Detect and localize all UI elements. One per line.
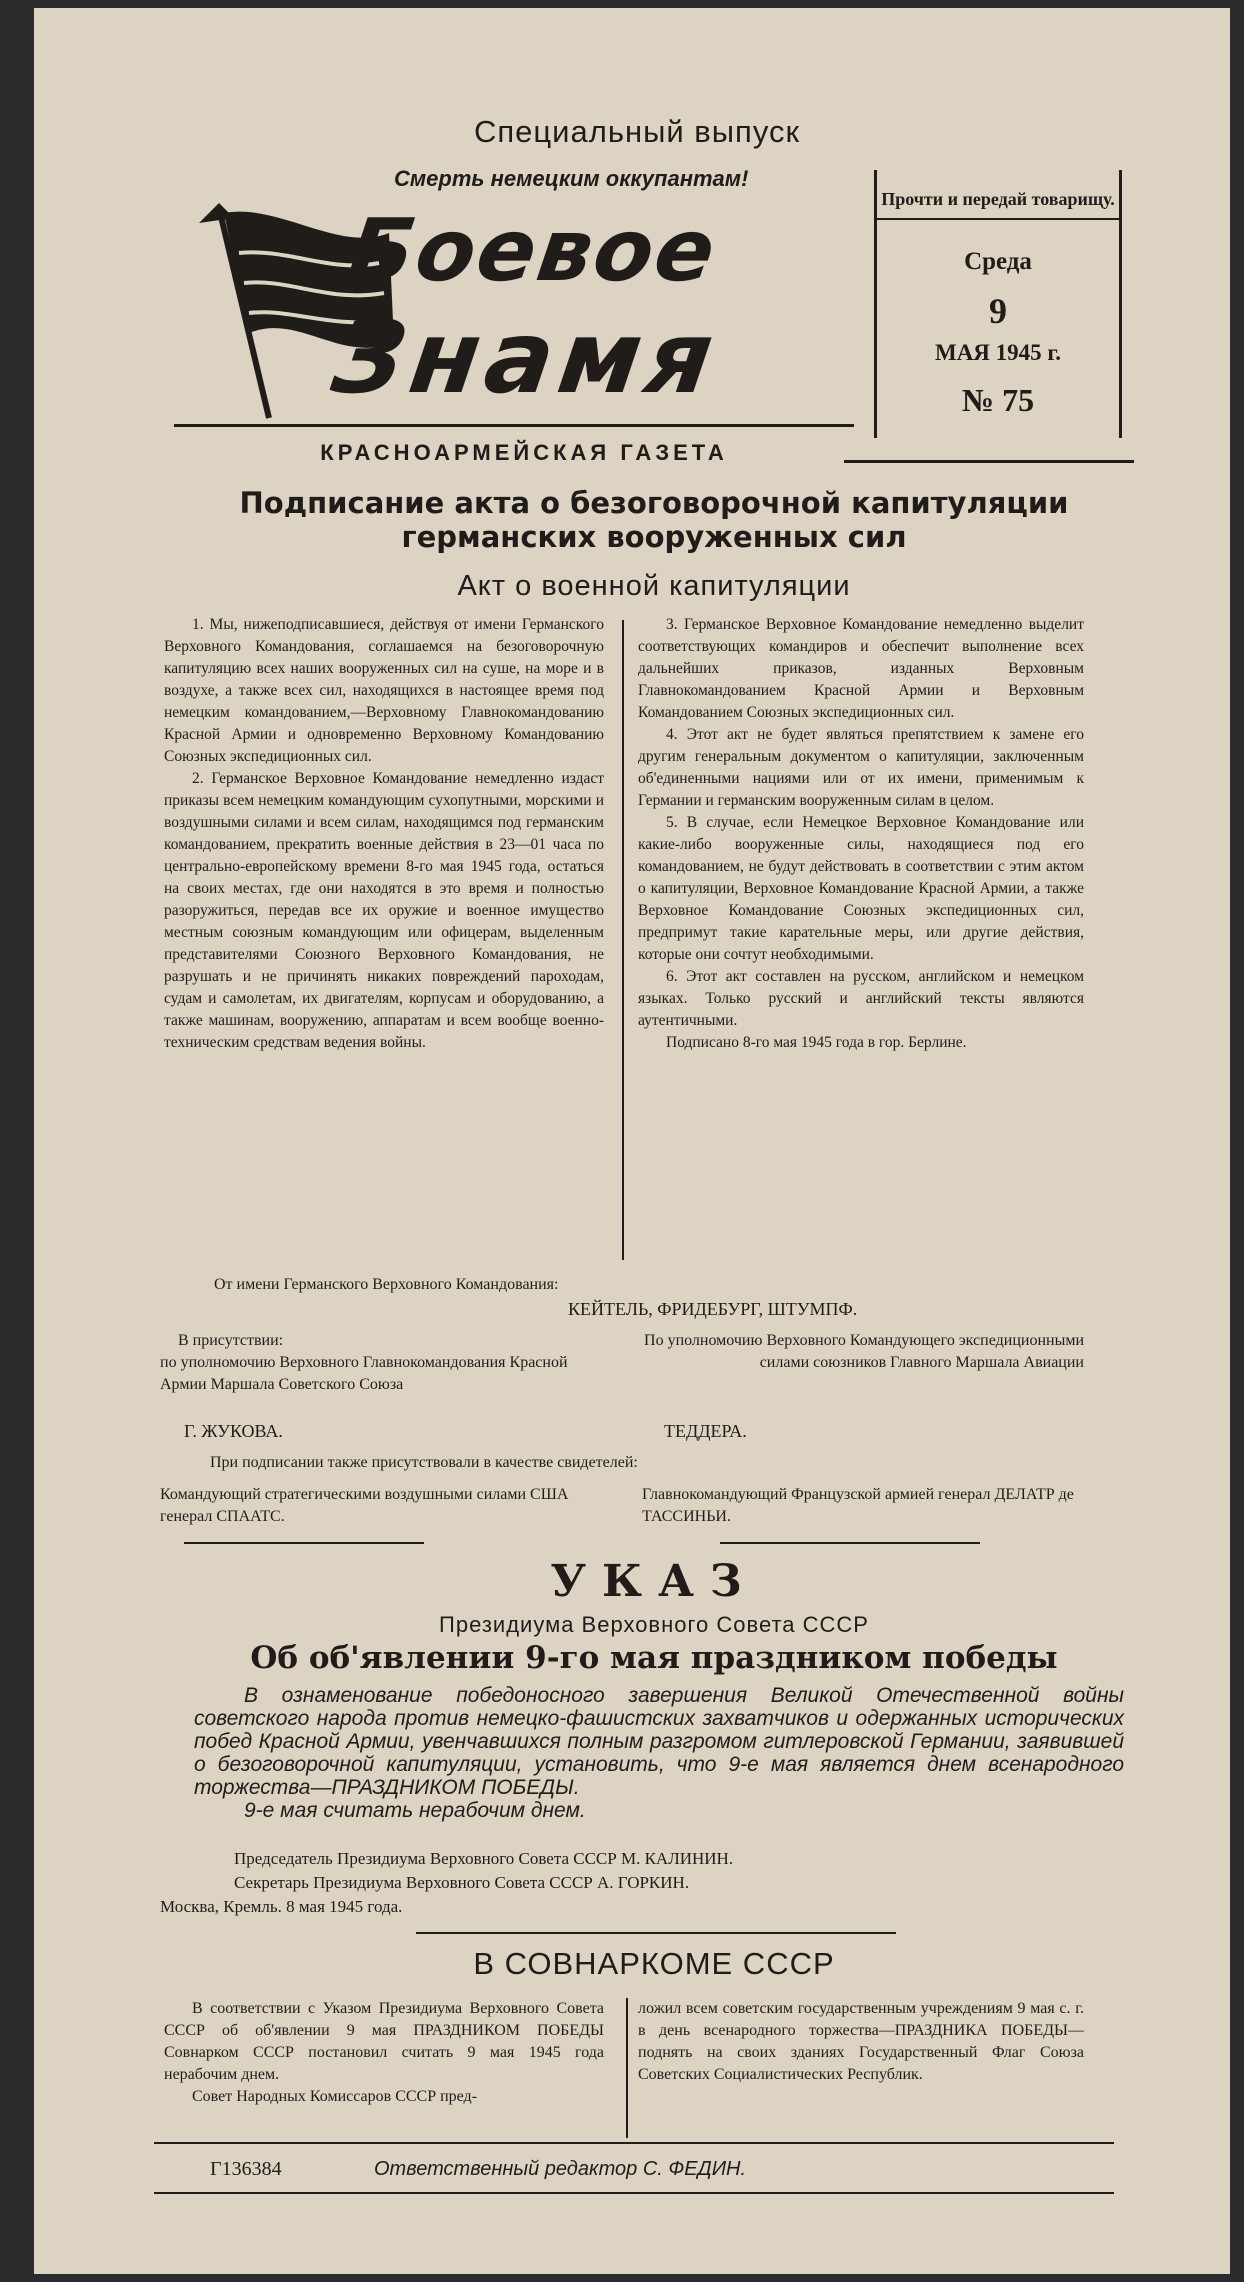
decree-non-working: 9-е мая считать нерабочим днем. bbox=[244, 1799, 586, 1822]
newspaper-page bbox=[34, 8, 1230, 2274]
issue-weekday: Среда bbox=[964, 248, 1032, 275]
issue-day: 9 bbox=[989, 291, 1007, 331]
special-issue-label: Специальный выпуск bbox=[474, 114, 801, 149]
decree-rule-right bbox=[720, 1542, 980, 1544]
act-clause-6: 6. Этот акт составлен на русском, английском и немецком языках. Только русский и английский тексты являются аутентичными. bbox=[638, 968, 1084, 1029]
act-clause-3: 3. Германское Верховное Командование немедленно выделит соответствующих командиров и обеспечит выполнение всех дальнейших приказов, изданных Верховным Главнокомандованием Красной Армии и Верховным Командованием Союзных экспедиционных сил. bbox=[638, 616, 1084, 721]
headline-line1: Подписание акта о безоговорочной капитуляции bbox=[239, 486, 1069, 520]
headline-line2: германских вооруженных сил bbox=[401, 520, 907, 554]
decree-place-date: Москва, Кремль. 8 мая 1945 года. bbox=[160, 1897, 403, 1916]
soviet-side-text: по уполномочию Верховного Главнокомандования Красной Армии Маршала Советского Союза bbox=[160, 1354, 568, 1393]
newspaper-subtitle: КРАСНОАРМЕЙСКАЯ ГАЗЕТА bbox=[320, 440, 728, 465]
act-clause-1: 1. Мы, нижеподписавшиеся, действуя от имени Германского Верховного Командования, соглашаемся на безоговорочную капитуляцию всех наших вооруженных сил на суше, на море и в воздухе, а также всех сил, находящихся в настоящее время под немецким командованием,—Верховному Главнокомандованию Красной Армии и одновременно Верховному Командованию Союзных экспедиционных сил. bbox=[164, 616, 604, 765]
witnesses-label: При подписании также присутствовали в качестве свидетелей: bbox=[210, 1454, 638, 1471]
sovnarkom-left-text2: Совет Народных Комиссаров СССР пред- bbox=[192, 2088, 478, 2105]
allied-signer: ТЕДДЕРА. bbox=[664, 1421, 747, 1441]
issue-number: № 75 bbox=[961, 382, 1035, 418]
issue-month-year: МАЯ 1945 г. bbox=[934, 340, 1062, 365]
slogan: Смерть немецким оккупантам! bbox=[394, 166, 749, 191]
decree-text: В ознаменование победоносного завершения Великой Отечественной войны советского народа против немецко-фашистских захватчиков и одержанных исторических побед Красной Армии, увенчавшихся полным разгромом гитлеровской Германии, заявившей о безоговорочной капитуляции, установить, что 9-е мая является днем всенародного торжества—ПРАЗДНИКОМ ПОБЕДЫ. bbox=[194, 1684, 1124, 1799]
newspaper-title-line2: Знамя bbox=[325, 299, 726, 416]
sovnarkom-divider bbox=[626, 1998, 628, 2138]
newspaper-title-line1: Боевое bbox=[341, 201, 723, 301]
sovnarkom-title: В СОВНАРКОМЕ СССР bbox=[473, 1946, 835, 1981]
issue-info-box bbox=[874, 170, 1122, 438]
sovnarkom-left-column bbox=[164, 1998, 604, 2108]
witness-us: Командующий стратегическими воздушными силами США генерал СПААТС. bbox=[160, 1486, 569, 1525]
sovnarkom-right-text: ложил всем советским государственным учреждениям 9 мая с. г. в день всенародного торжества—ПРАЗДНИКА ПОБЕДЫ—поднять на своих зданиях Государственный Флаг Союза Советских Социалистических Республик. bbox=[638, 2000, 1084, 2083]
sovnarkom-left-text: В соответствии с Указом Президиума Верховного Совета СССР об об'явлении 9 мая ПРАЗДНИКОМ ПОБЕДЫ Совнарком СССР постановил считать 9 мая 1945 года нерабочим днем. bbox=[164, 2000, 604, 2083]
act-title: Акт о военной капитуляции bbox=[457, 570, 851, 602]
box-bottom-rule bbox=[844, 460, 1134, 463]
footer-rule-top bbox=[154, 2142, 1114, 2144]
decree-body bbox=[194, 1684, 1124, 1822]
presence-label: В присутствии: bbox=[178, 1332, 284, 1349]
act-signed-place: Подписано 8-го мая 1945 года в гор. Берлине. bbox=[666, 1034, 967, 1051]
decree-secretary: Секретарь Президиума Верховного Совета СССР А. ГОРКИН. bbox=[234, 1873, 690, 1892]
decree-chair: Председатель Президиума Верховного Совета СССР М. КАЛИНИН. bbox=[234, 1849, 734, 1868]
act-clause-5: 5. В случае, если Немецкое Верховное Командование или какие-либо вооруженные силы, находящиеся под его командованием, не будут действовать в соответствии с этим актом о капитуляции, Верховное Командование Красной Армии, а также Верховное Командование Союзных экспедиционных сил, предпримут такие карательные меры, или другие действия, которые они сочтут необходимыми. bbox=[638, 814, 1084, 963]
editor-line: Ответственный редактор С. ФЕДИН. bbox=[374, 2158, 747, 2180]
decree-issuer: Президиума Верховного Совета СССР bbox=[439, 1612, 869, 1637]
allied-side-text: По уполномочию Верховного Командующего экспедиционными силами союзников Главного Маршала Авиации bbox=[644, 1332, 1084, 1371]
act-right-column bbox=[638, 614, 1084, 1054]
masthead-rule bbox=[174, 424, 854, 427]
signed-for-label: От имени Германского Верховного Командования: bbox=[214, 1276, 559, 1293]
act-clause-4: 4. Этот акт не будет являться препятствием к замене его другим генеральным документом о капитуляции, заключенным об'единенными нациями или от их имени, применимым к Германии и германским вооруженным силам в целом. bbox=[638, 726, 1084, 809]
decree-rule-left bbox=[184, 1542, 424, 1544]
print-code: Г136384 bbox=[210, 2158, 282, 2180]
decree-title: УКАЗ bbox=[550, 1556, 758, 1607]
sovnarkom-right-column bbox=[638, 1998, 1084, 2086]
decree-subject: Об об'явлении 9-го мая праздником победы bbox=[250, 1640, 1058, 1676]
act-left-column bbox=[164, 614, 604, 1054]
footer-rule-bottom bbox=[154, 2192, 1114, 2194]
main-headline bbox=[184, 486, 1124, 554]
soviet-signer: Г. ЖУКОВА. bbox=[184, 1421, 283, 1441]
witness-fr: Главнокомандующий Французской армией генерал ДЕЛАТР де ТАССИНЬИ. bbox=[642, 1486, 1074, 1525]
sovnarkom-rule bbox=[416, 1932, 896, 1934]
german-signers: КЕЙТЕЛЬ, ФРИДЕБУРГ, ШТУМПФ. bbox=[568, 1299, 858, 1319]
column-divider bbox=[622, 620, 624, 1260]
act-clause-2: 2. Германское Верховное Командование немедленно издаст приказы всем немецким командующим сухопутными, морскими и воздушными силами и всем силам, находящимся под германским командованием, прекратить военные действия в 23—01 часа по центрально-европейскому времени 8-го мая 1945 года, остаться на своих местах, где они находятся в это время и полностью разоружиться, передав все их оружие и военное имущество местным союзным командующим или офицерам, выделенным представителями Союзного Верховного Командования, не разрушать и не причинять никаких повреждений пароходам, судам и самолетам, их двигателям, корпусам и оборудованию, а также машинам, вооружению, аппаратам и всем вообще военно-техническим средствам ведения войны. bbox=[164, 770, 604, 1051]
pass-on-note: Прочти и передай товарищу. bbox=[877, 188, 1119, 220]
